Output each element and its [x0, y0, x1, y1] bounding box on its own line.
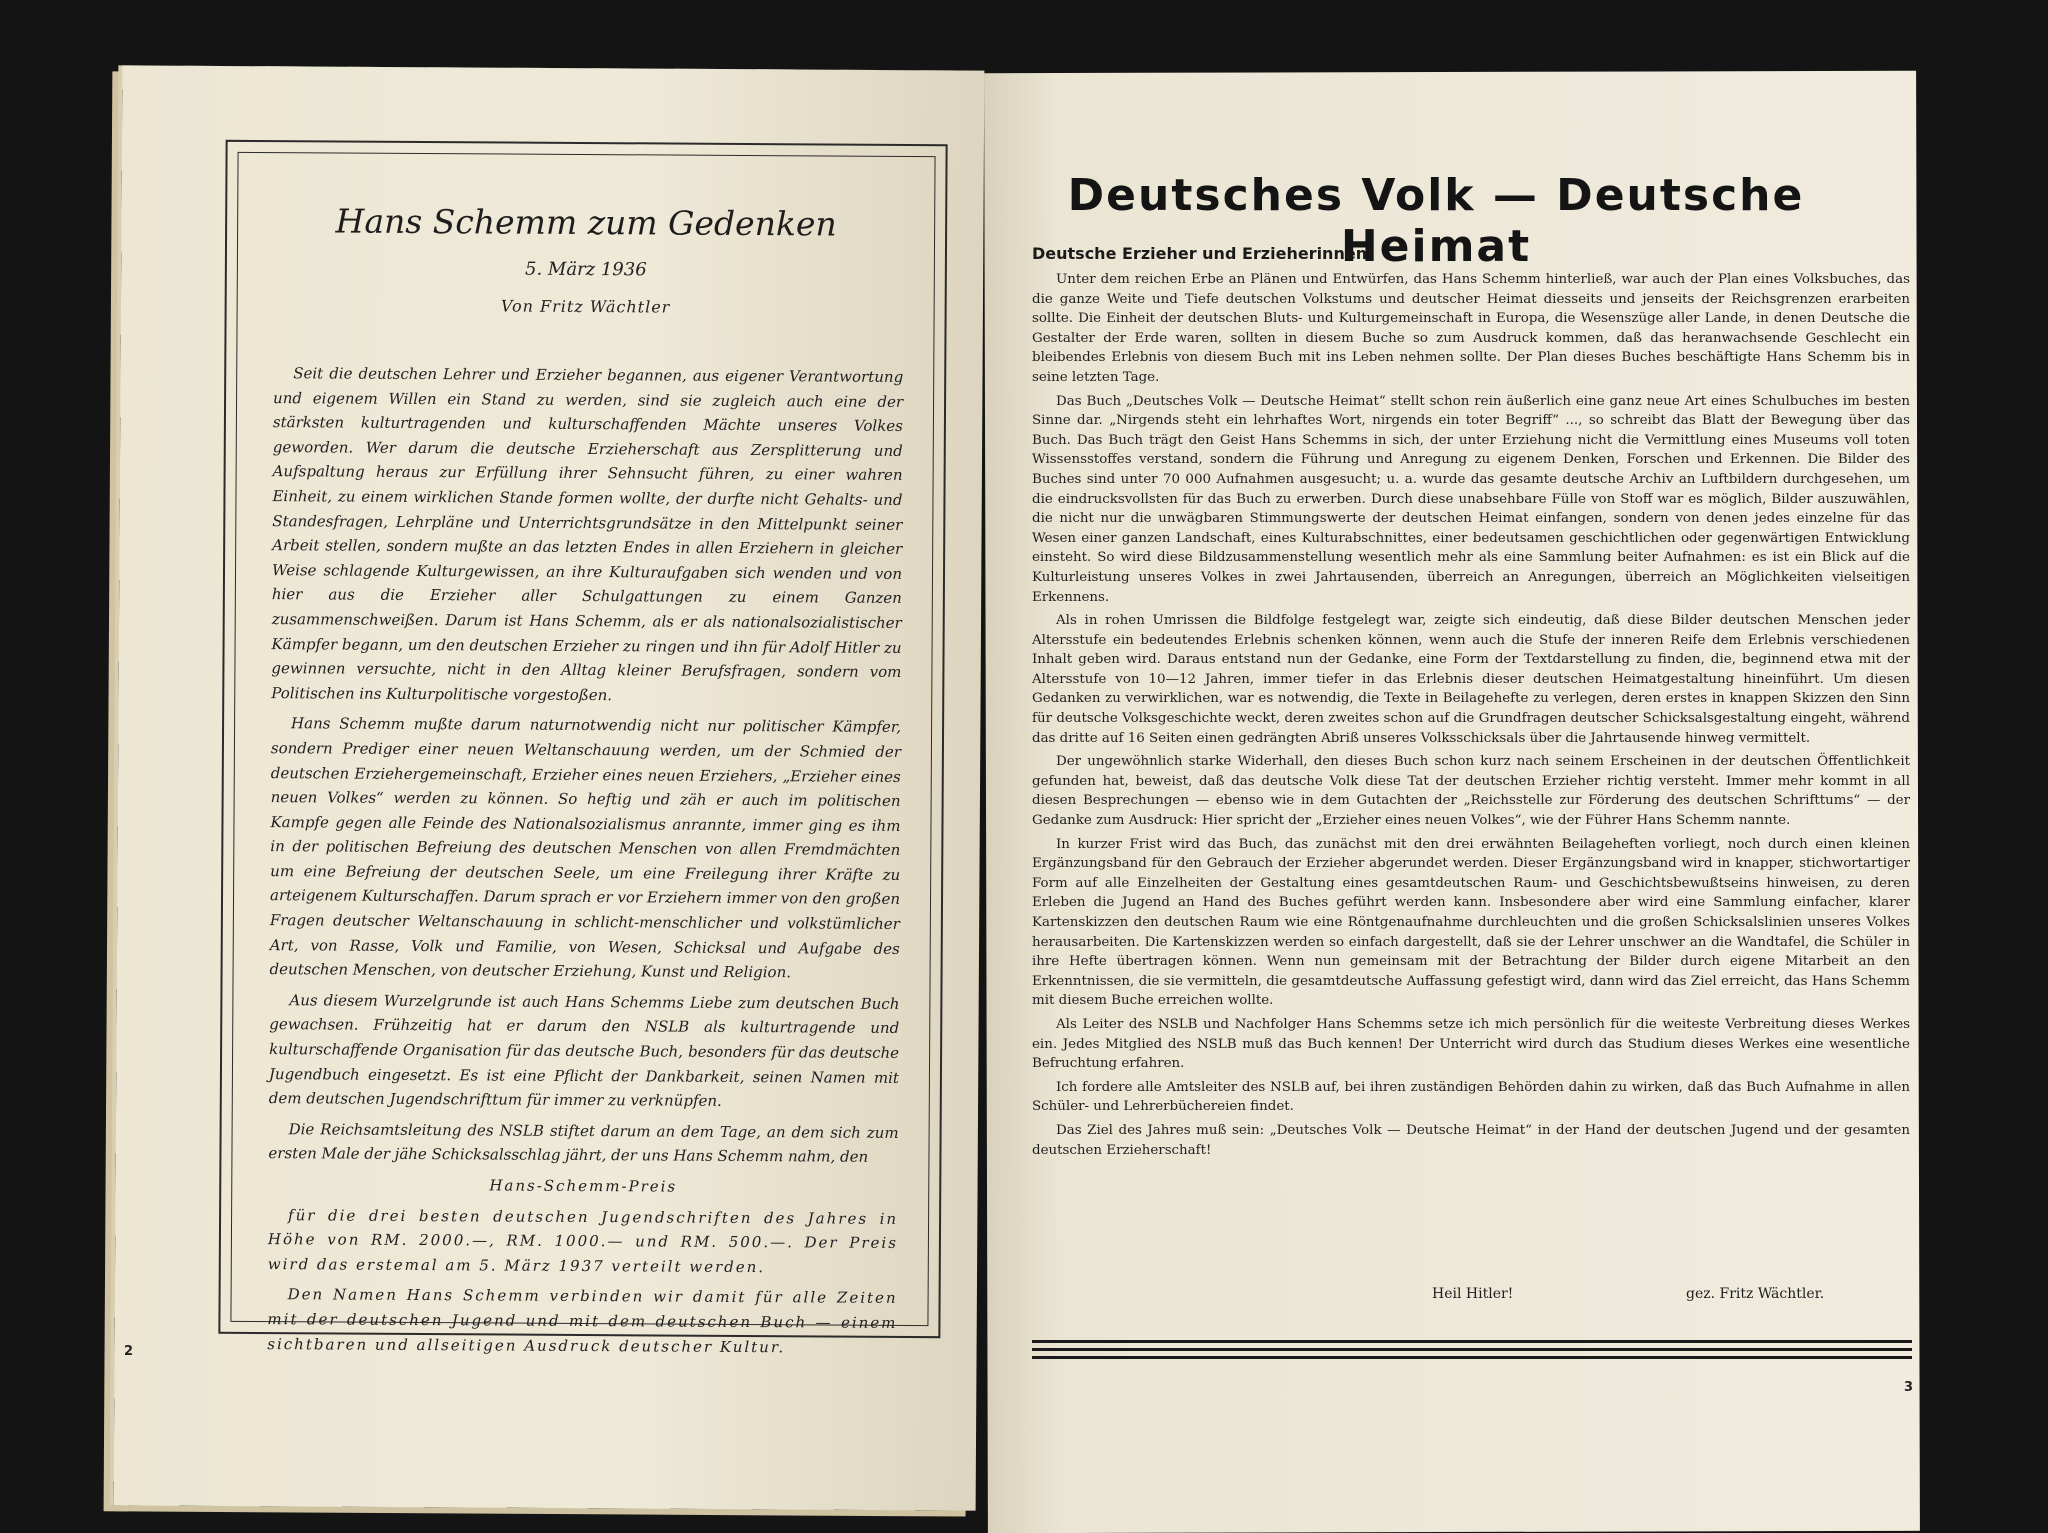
- article-paragraph-2: Das Buch „Deutsches Volk — Deutsche Heimat“ stellt schon rein äußerlich eine ganz neue Art eines Schulbuches im besten Sinne dar. „Nirgends steht ein lehrhaftes Wort, nirgends ein toter Begriff“ ..., so schreibt das Blatt der Bewegung über das Buch. Das Buch trägt den Geist Hans Schemms in sich, der unter Erziehung nicht die Vermittlung eines Museums voll toten Wissensstoffes verstand, sondern die Führung und Anregung zu eigenem Denken, Forschen und Erkennen. Die Bilder des Buches sind unter 70 000 Aufnahmen ausgesucht; u. a. wurde das gesamte deutsche Archiv an Luftbildern durchgesehen, um die eindrucksvollsten für das Buch zu erwerben. Durch diese unabsehbare Fülle von Stoff war es möglich, Bilder auszuwählen, die nicht nur die unwägbaren Stimmungswerte der deutschen Heimat einfangen, sondern von denen jedes einzelne für das Wesen einer ganzen Landschaft, eines Kulturabschnittes, einer bedeutsamen geschichtlichen oder gegenwärtigen Entwicklung einsteht. So wird diese Bildzusammenstellung wesentlich mehr als eine Sammlung beiter Aufnahmen: es ist ein Blick auf die Kulturleistung unseres Volkes in zwei Jahrtausenden, überreich an Anregungen, überreich an Möglichkeiten vielseitigen Erkennens.: [1032, 393, 1910, 605]
- article-paragraph-3: Als in rohen Umrissen die Bildfolge festgelegt war, zeigte sich eindeutig, daß diese Bilder deutschen Menschen jeder Altersstufe ein bedeutendes Erlebnis schenken können, wenn auch die Stufe der inneren Reife dem Erlebnis verschiedenen Inhalt geben wird. Daraus entstand nun der Gedanke, eine Form der Textdarstellung zu finden, die, beginnend etwa mit der Altersstufe von 10—12 Jahren, immer tiefer in das Erlebnis dieser deutschen Heimatgestaltung hineinführt. Um diesen Gedanken zu verwirklichen, war es notwendig, die Texte in Beilagehefte zu verlegen, deren erstes in knappen Skizzen den Sinn für deutsche Volksgeschichte weckt, deren zweites schon auf die Grundfragen deutscher Schicksalsgestaltung eingeht, während das dritte auf 16 Seiten einen gedrängten Abriß unseres Volksschicksals über die Jahrtausende hinweg vermittelt.: [1032, 613, 1910, 746]
- memorial-paragraph-2: Hans Schemm mußte darum naturnotwendig nicht nur politischer Kämpfer, sondern Prediger einer neuen Weltanschauung werden, um der Schmied der deutschen Erziehergemeinschaft, Erzieher eines neuen Erziehers, „Erzieher eines neuen Volkes“ werden zu können. So heftig und zäh er auch im politischen Kampfe gegen alle Feinde des Nationalsozialismus anrannte, immer ging es ihm in der politischen Befreiung des deutschen Menschen von allen Fremdmächten um eine Befreiung der deutschen Seele, um eine Freilegung ihrer Kräfte zu arteigenem Kulturschaffen. Darum sprach er vor Erziehern immer von den großen Fragen deutscher Weltanschauung in schlicht-menschlicher und volkstümlicher Art, von Rasse, Volk und Familie, von Wesen, Schicksal und Aufgabe des deutschen Menschen, von deutscher Erziehung, Kunst und Religion.: [269, 714, 902, 982]
- rule-line-2: [1032, 1348, 1912, 1351]
- article-paragraph-6: Als Leiter des NSLB und Nachfolger Hans Schemms setze ich mich persönlich für die weiteste Verbreitung dieses Werkes ein. Jedes Mitglied des NSLB muß das Buch kennen! Der Unterricht wird durch das Studium dieses Werkes eine wesentliche Befruchtung erfahren.: [1032, 1016, 1910, 1072]
- memorial-author: Von Fritz Wächtler: [500, 296, 671, 317]
- prize-name: Hans-Schemm-Preis: [489, 1176, 678, 1196]
- article-paragraph-4: Der ungewöhnlich starke Widerhall, den dieses Buch schon kurz nach seinem Erscheinen in der deutschen Öffentlichkeit gefunden hat, beweist, daß das deutsche Volk diese Tat der deutschen Erzieher richtig versteht. Immer mehr kommt in all diesen Besprechungen — ebenso wie in dem Gutachten der „Reichsstelle zur Förderung des deutschen Schrifttums“ — der Gedanke zum Ausdruck: Hier spricht der „Erzieher eines neuen Volkes“, wie der Führer Hans Schemm nannte.: [1032, 754, 1910, 829]
- article-greeting: Heil Hitler!: [1432, 1286, 1514, 1302]
- memorial-paragraph-3: Aus diesem Wurzelgrunde ist auch Hans Schemms Liebe zum deutschen Buch gewachsen. Frühzeitig hat er darum den NSLB als kulturtragende und kulturschaffende Organisation für das deutsche Buch, besonders für das deutsche Jugendbuch eingesetzt. Es ist eine Pflicht der Dankbarkeit, seinen Namen mit dem deutschen Jugendschrifttum für immer zu verknüpfen.: [268, 991, 900, 1111]
- article-body: [1032, 270, 1910, 1164]
- memorial-body: [267, 361, 903, 1366]
- article-signature: gez. Fritz Wächtler.: [1686, 1286, 1825, 1302]
- article-salutation: Deutsche Erzieher und Erzieherinnen!: [1032, 244, 1375, 263]
- page-number-left: 2: [124, 1344, 134, 1359]
- article-paragraph-5: In kurzer Frist wird das Buch, das zunächst mit den drei erwähnten Beilageheften vorliegt, noch durch einen kleinen Ergänzungsband für den Gebrauch der Erzieher abgerundet werden. Dieser Ergänzungsband wird in knapper, stichwortartiger Form auf alle Einzelheiten der Gestaltung eines gesamtdeutschen Raum- und Geschichtsbewußtseins hinweisen, zu deren Erleben die Jugend an Hand des Buches geführt werden kann. Insbesondere aber wird eine Sammlung einfacher, klarer Kartenskizzen den deutschen Raum wie eine Röntgenaufnahme durchleuchten und die großen Schicksalslinien unseres Volkes herausarbeiten. Die Kartenskizzen werden so einfach dargestellt, daß sie der Lehrer unschwer an die Wandtafel, die Schüler in ihre Hefte übertragen können. Wenn nun gemeinsam mit der Betrachtung der Bilder durch eigene Mitarbeit an den Erkenntnissen, die sie vermitteln, die gesamtdeutsche Auffassung gefestigt wird, dann wird das Ziel erreicht, das Hans Schemm mit diesem Buche erreichen wollte.: [1032, 836, 1910, 1009]
- memorial-closing: Den Namen Hans Schemm verbinden wir damit für alle Zeiten mit der deutschen Jugend und mit dem deutschen Buch — einem sichtbaren und allseitigen Ausdruck deutscher Kultur.: [267, 1285, 898, 1356]
- memorial-paragraph-4: Die Reichsamtsleitung des NSLB stiftet darum an dem Tage, an dem sich zum ersten Male der jähe Schicksalsschlag jährt, der uns Hans Schemm nahm, den: [268, 1120, 899, 1167]
- memorial-date: 5. März 1936: [524, 258, 647, 281]
- article-paragraph-1: Unter dem reichen Erbe an Plänen und Entwürfen, das Hans Schemm hinterließ, war auch der Plan eines Volksbuches, das die ganze Weite und Tiefe deutschen Volkstums und deutscher Heimat diesseits und jenseits der Reichsgrenzen erarbeiten sollte. Die Einheit der deutschen Bluts- und Kulturgemeinschaft in Europa, die Wesenszüge aller Lande, in denen Deutsche die Gestalter der Erde waren, sollten in diesem Buche so zum Ausdruck kommen, daß das heranwachsende Geschlecht ein bleibendes Erlebnis von diesem Buch mit ins Leben nehmen sollte. Der Plan dieses Buches beschäftigte Hans Schemm bis in seine letzten Tage.: [1032, 272, 1910, 385]
- decorative-rules: [1032, 1340, 1912, 1364]
- prize-text: für die drei besten deutschen Jugendschriften des Jahres in Höhe von RM. 2000.—, RM. 1000.— und RM. 500.—. Der Preis wird das erstemal am 5. März 1937 verteilt werden.: [267, 1205, 899, 1276]
- rule-line-1: [1032, 1340, 1912, 1343]
- article-paragraph-8: Das Ziel des Jahres muß sein: „Deutsches Volk — Deutsche Heimat“ in der Hand der deutschen Jugend und der gesamten deutschen Erzieherschaft!: [1032, 1122, 1910, 1158]
- left-page-frame: [218, 140, 947, 1356]
- article-paragraph-7: Ich fordere alle Amtsleiter des NSLB auf, bei ihren zuständigen Behörden dahin zu wirken, daß das Buch Aufnahme in allen Schüler- und Lehrerbüchereien findet.: [1032, 1079, 1910, 1115]
- page-number-right: 3: [1904, 1380, 1914, 1395]
- article-title: Deutsches Volk — Deutsche Heimat: [1067, 170, 1805, 272]
- rule-line-3: [1032, 1356, 1912, 1359]
- memorial-title: Hans Schemm zum Gedenken: [335, 201, 837, 244]
- left-page-inner-frame: [230, 152, 935, 1356]
- memorial-paragraph-1: Seit die deutschen Lehrer und Erzieher begannen, aus eigener Verantwortung und eigenem Willen ein Stand zu werden, sind sie zugleich auch eine der stärksten kulturtragenden und kulturschaffenden Mächte unseres Volkes geworden. Wer darum die deutsche Erzieherschaft aus Zersplitterung und Aufspaltung heraus zur Erfüllung ihrer Sehnsucht führen, zu einer wahren Einheit, zu einem wirklichen Stande formen wollte, der durfte nicht Gehalts- und Standesfragen, Lehrpläne und Unterrichtsgrundsätze in den Mittelpunkt seiner Arbeit stellen, sondern mußte an das letzten Endes in allen Erziehern in gleicher Weise schlagende Kulturgewissen, an ihre Kulturaufgaben sich wenden und von hier aus die Erzieher aller Schulgattungen zu einem Ganzen zusammenschweißen. Darum ist Hans Schemm, als er als nationalsozialistischer Kämpfer begann, um den deutschen Erzieher zu ringen und ihn für Adolf Hitler zu gewinnen versuchte, nicht in den Alltag kleiner Berufsfragen, sondern vom Politischen ins Kulturpolitische vorgestoßen.: [271, 364, 904, 704]
